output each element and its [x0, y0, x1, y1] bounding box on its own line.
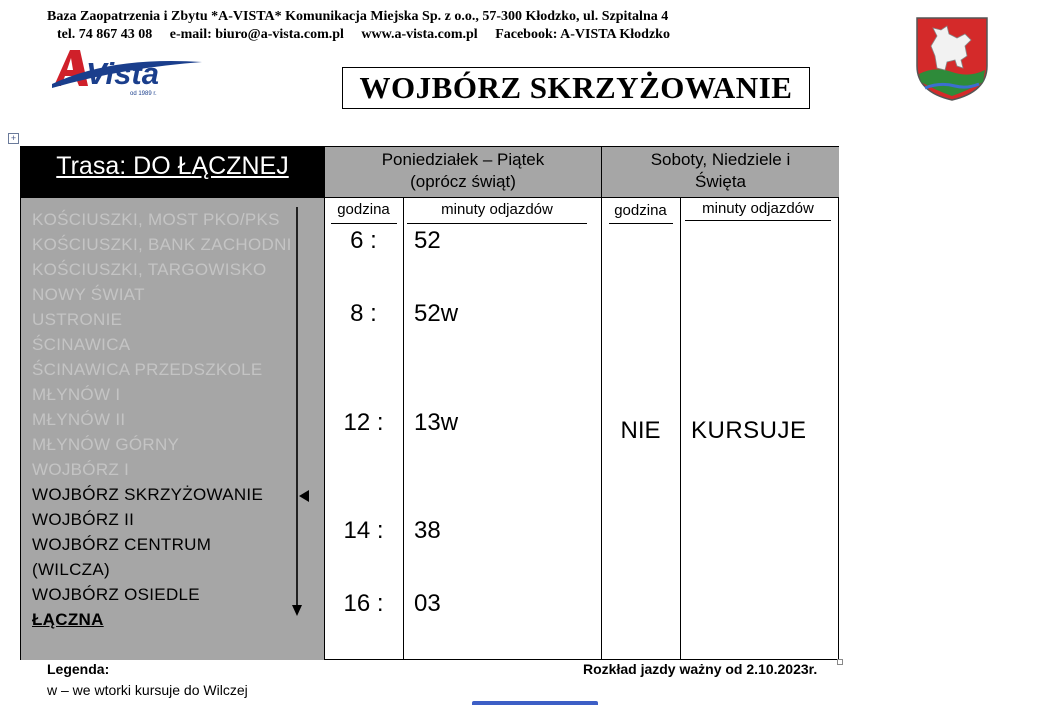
departure-hour: 12 : — [343, 409, 384, 436]
stop-item: KOŚCIUSZKI, BANK ZACHODNI — [32, 235, 292, 254]
stop-item: ŚCINAWICA — [32, 335, 131, 354]
legend-text: w – we wtorki kursuje do Wilczej — [47, 682, 248, 698]
weekend-note-not: NIE — [620, 417, 661, 444]
stop-item: USTRONIE — [32, 310, 123, 329]
stop-item: WOJBÓRZ II — [32, 510, 135, 529]
underline — [331, 223, 397, 224]
table-resize-handle[interactable] — [837, 659, 843, 665]
departure-minutes: 52 — [414, 227, 441, 254]
email-text: e-mail: biuro@a-vista.com.pl — [169, 27, 344, 42]
stop-item: ŚCINAWICA PRZEDSZKOLE — [32, 360, 263, 379]
stop-item: MŁYNÓW II — [32, 410, 126, 429]
website-text: www.a-vista.com.pl — [361, 27, 478, 42]
stop-title: WOJBÓRZ SKRZYŻOWANIE — [342, 67, 810, 109]
stop-item: KOŚCIUSZKI, TARGOWISKO — [32, 260, 267, 279]
departure-hour: 14 : — [343, 517, 384, 544]
stop-item: MŁYNÓW GÓRNY — [32, 435, 180, 454]
weekday-title-line2: (oprócz świąt) — [410, 172, 516, 191]
scroll-indicator[interactable] — [472, 701, 598, 705]
column-divider — [403, 198, 404, 660]
stop-item: WOJBÓRZ CENTRUM — [32, 535, 212, 554]
facebook-text: Facebook: A-VISTA Kłodzko — [495, 27, 670, 42]
departure-hour: 8 : — [350, 300, 377, 327]
departure-hour: 6 : — [350, 227, 377, 254]
avista-logo — [52, 46, 212, 98]
stop-item: MŁYNÓW I — [32, 385, 121, 404]
departure-minutes: 03 — [414, 590, 441, 617]
weekend-title-line1: Soboty, Niedziele i — [650, 150, 791, 169]
weekday-hour-label: godzina — [337, 201, 390, 218]
valid-from-text: Rozkład jazdy ważny od 2.10.2023r. — [583, 661, 818, 677]
departure-minutes: 38 — [414, 517, 441, 544]
stop-item: WOJBÓRZ OSIEDLE — [32, 585, 200, 604]
legend-title: Legenda: — [47, 661, 110, 677]
stop-item: WOJBÓRZ SKRZYŻOWANIE — [32, 485, 264, 504]
weekend-title-line2: Święta — [694, 172, 747, 191]
weekday-header — [324, 147, 601, 198]
weekday-minutes-label: minuty odjazdów — [441, 201, 553, 218]
column-divider — [680, 198, 681, 660]
stop-item: (WILCZA) — [32, 560, 110, 579]
direction-arrow-icon — [287, 205, 311, 620]
contact-header-line — [57, 27, 684, 43]
coat-of-arms-icon — [915, 16, 989, 102]
weekend-minutes-label: minuty odjazdów — [702, 200, 814, 217]
stop-item: NOWY ŚWIAT — [32, 285, 145, 304]
weekend-hour-label: godzina — [614, 202, 667, 219]
logo-tagline: od 1989 r. — [130, 91, 157, 97]
company-header-line: Baza Zaopatrzenia i Zbytu *A-VISTA* Komunikacja Miejska Sp. z o.o., 57-300 Kłodzko, ul. Szpitalna 4 — [47, 9, 669, 24]
departure-hour: 16 : — [343, 590, 384, 617]
stop-item: ŁĄCZNA — [32, 610, 104, 629]
route-header — [21, 147, 324, 198]
weekend-note-runs: KURSUJE — [691, 417, 807, 444]
underline — [407, 223, 587, 224]
stop-item: WOJBÓRZ I — [32, 460, 130, 479]
departure-minutes: 13w — [414, 409, 459, 436]
underline — [685, 220, 831, 221]
weekend-header — [601, 147, 839, 198]
phone-text: tel. 74 867 43 08 — [57, 27, 153, 42]
departure-minutes: 52w — [414, 300, 459, 327]
table-move-handle-icon[interactable]: + — [8, 133, 19, 144]
underline — [609, 223, 673, 224]
timetable — [20, 146, 839, 660]
route-title: Trasa: DO ŁĄCZNEJ — [56, 152, 289, 180]
svg-text:Vista: Vista — [86, 56, 159, 91]
weekday-title-line1: Poniedziałek – Piątek — [381, 150, 545, 169]
stop-item: KOŚCIUSZKI, MOST PKO/PKS — [32, 210, 280, 229]
